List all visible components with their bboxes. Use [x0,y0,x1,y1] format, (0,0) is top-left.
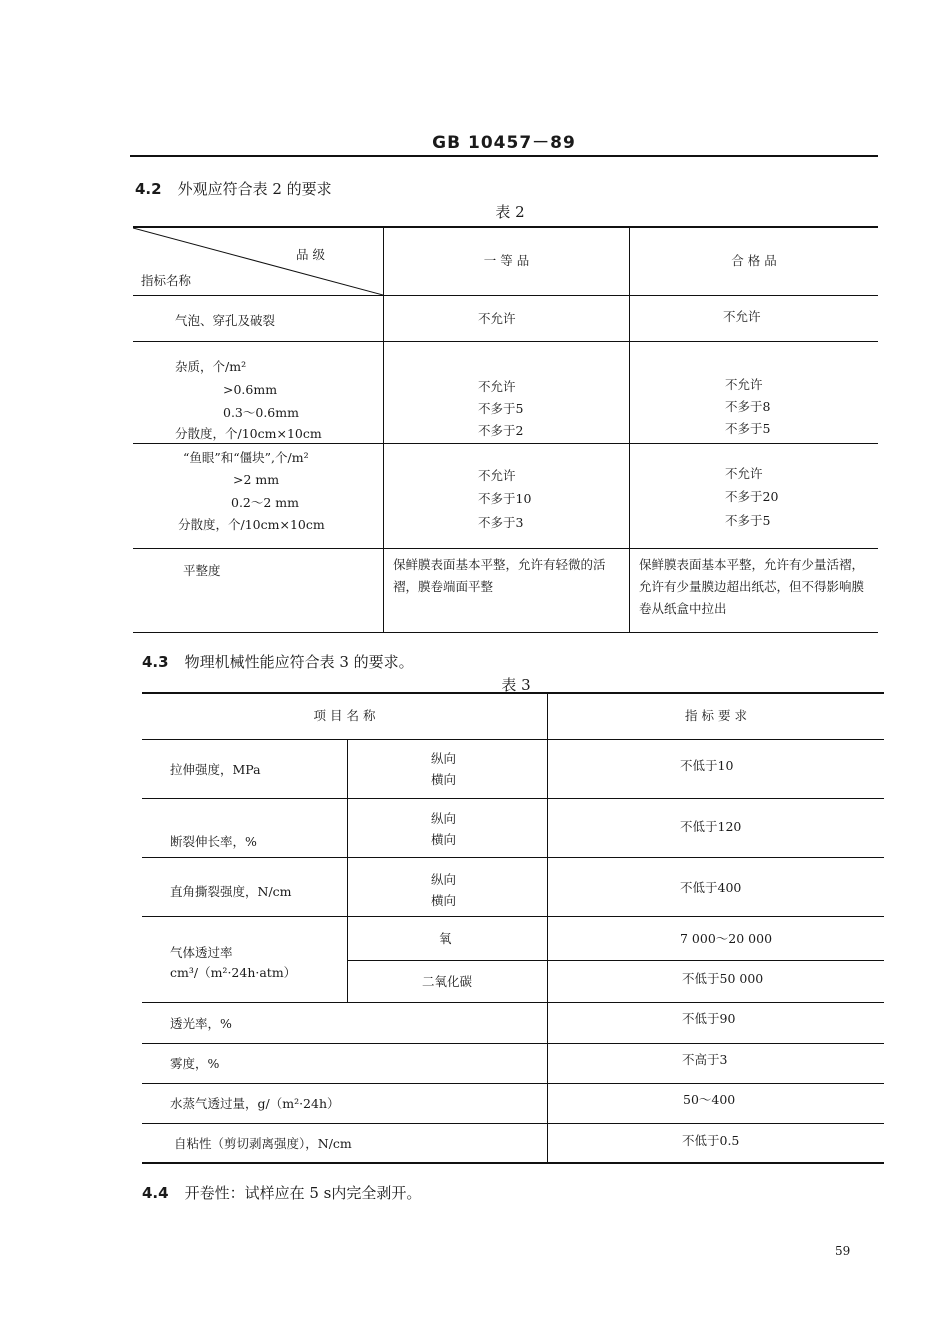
row-name-gas-unit: cm³/（m²·24h·atm） [170,965,297,980]
cell-value: 不多于3 [478,515,524,530]
cell-value: 不允许 [478,379,516,394]
cell-value: 不允许 [725,466,763,481]
col-header-first-grade: 一 等 品 [483,253,530,268]
table-2-caption: 表 2 [495,203,525,221]
cell-value: 不多于5 [725,513,771,528]
cell-value: 不低于10 [680,758,734,773]
cell-value: 不允许 [478,311,516,326]
row-name-haze: 雾度，% [170,1056,220,1071]
gas-label-oxygen: 氧 [439,931,452,946]
cell-value: 不低于0.5 [682,1133,740,1148]
direction-label: 横向 [431,832,457,847]
direction-label: 纵向 [431,751,457,766]
document-header: GB 10457－89 [432,133,576,153]
gas-label-co2: 二氧化碳 [422,974,473,989]
cell-value: 不多于5 [478,401,524,416]
corner-top-label: 品 级 [296,247,325,262]
section-text: 开卷性：试样应在 5 s内完全剥开。 [184,1184,422,1202]
direction-label: 横向 [431,893,457,908]
cell-value: 不允许 [723,309,761,324]
section-4-2 [135,178,332,199]
section-number: 4.3 [142,653,169,671]
table-3-caption: 表 3 [501,676,531,694]
row-name-elongation: 断裂伸长率，% [170,834,257,849]
row-sublabel: 分散度，个/10cm×10cm [175,426,322,441]
cell-value: 不低于120 [680,819,742,834]
row-name-vapor: 水蒸气透过量，g/（m²·24h） [170,1096,340,1111]
cell-value: 不低于400 [680,880,742,895]
row-sublabel: 0.2～2 mm [231,495,300,510]
cell-value: 不多于10 [478,491,532,506]
row-name-gas: 气体透过率 [170,945,233,960]
col-header-qualified: 合 格 品 [731,253,777,268]
row-sublabel: 分散度，个/10cm×10cm [178,517,325,532]
cell-value: 7 000～20 000 [680,931,773,946]
header-rule [130,155,878,157]
corner-bottom-label: 指标名称 [141,273,192,288]
cell-value: 不高于3 [682,1052,728,1067]
row-name-tensile: 拉伸强度，MPa [170,762,261,777]
row-sublabel: 0.3～0.6mm [223,405,299,420]
cell-value: 不低于90 [682,1011,736,1026]
col-header-requirement: 指 标 要 求 [685,708,747,723]
direction-label: 横向 [431,772,457,787]
direction-label: 纵向 [431,811,457,826]
row-name-transmittance: 透光率，% [170,1016,232,1031]
cell-value: 不多于2 [478,423,524,438]
cell-value: 50～400 [683,1092,736,1107]
section-text: 外观应符合表 2 的要求 [177,180,332,198]
col-header-item-name: 项 目 名 称 [313,708,376,723]
cell-value: 不多于8 [725,399,771,414]
cell-value: 不允许 [478,468,516,483]
row-name-fisheye: “鱼眼”和“僵块”,个/m² [183,450,309,465]
cell-value: 保鲜膜表面基本平整，允许有轻微的活褶，膜卷端面平整 [393,557,606,594]
row-sublabel: >0.6mm [223,382,278,397]
row-name-bubbles: 气泡、穿孔及破裂 [175,313,276,328]
section-number: 4.4 [142,1184,169,1202]
direction-label: 纵向 [431,872,457,887]
cell-value: 不低于50 000 [682,971,764,986]
section-number: 4.2 [135,180,162,198]
cell-value: 不允许 [725,377,763,392]
cell-value: 不多于5 [725,421,771,436]
row-name-tear: 直角撕裂强度，N/cm [170,884,292,899]
row-name-impurity: 杂质，个/m² [175,359,247,374]
cell-value: 不多于20 [725,489,779,504]
table-3 [142,692,884,1164]
row-name-cling: 自粘性（剪切剥离强度），N/cm [174,1136,352,1151]
row-sublabel: >2 mm [233,472,280,487]
section-4-3 [142,651,414,672]
table-2 [133,226,878,634]
section-4-4 [142,1182,421,1203]
section-text: 物理机械性能应符合表 3 的要求。 [184,653,414,671]
page-number: 59 [835,1244,851,1258]
cell-value: 保鲜膜表面基本平整，允许有少量活褶，允许有少量膜边超出纸芯，但不得影响膜卷从纸盒中拉出 [639,557,865,616]
row-name-flatness: 平整度 [183,563,221,578]
